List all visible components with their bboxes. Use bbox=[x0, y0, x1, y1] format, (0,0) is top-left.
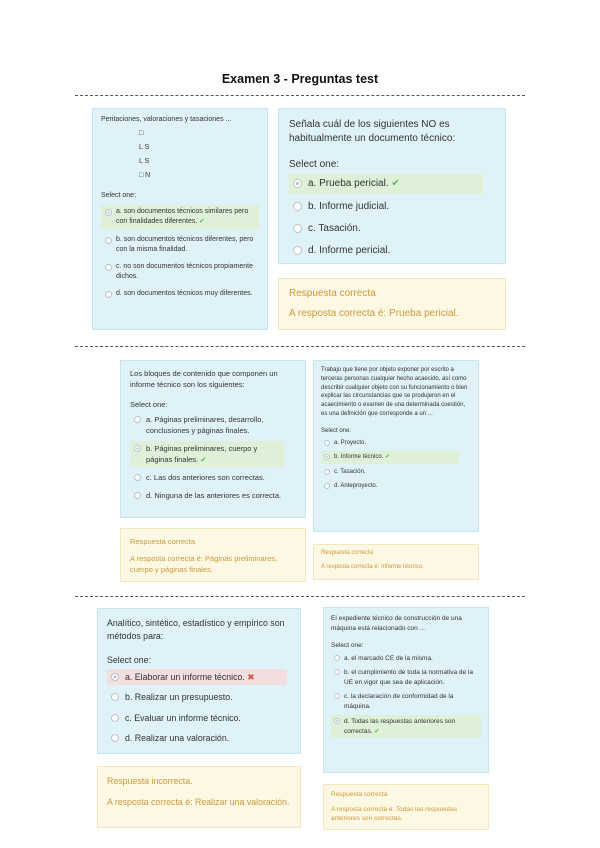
radio-button[interactable] bbox=[105, 209, 112, 216]
answer-option-b[interactable] bbox=[107, 689, 291, 706]
answer-option-d[interactable] bbox=[321, 481, 471, 492]
radio-button[interactable] bbox=[324, 454, 330, 460]
option-label: c. Las dos anteriores son correctas. bbox=[146, 473, 265, 482]
feedback-title: Respuesta correcta bbox=[321, 550, 374, 556]
question-sub-item: □ N bbox=[139, 172, 151, 179]
radio-button[interactable] bbox=[293, 179, 302, 188]
answer-option-b[interactable] bbox=[321, 451, 459, 464]
option-label: b. Realizar un presupuesto. bbox=[125, 692, 233, 702]
radio-button[interactable] bbox=[324, 440, 330, 446]
radio-button[interactable] bbox=[334, 693, 340, 699]
radio-button[interactable] bbox=[111, 693, 119, 701]
question-card-6 bbox=[323, 607, 489, 773]
question-card-3 bbox=[120, 360, 306, 518]
radio-button[interactable] bbox=[105, 237, 112, 244]
check-icon: ✔ bbox=[199, 218, 206, 225]
radio-button[interactable] bbox=[105, 264, 112, 271]
answer-option-c[interactable] bbox=[331, 691, 481, 712]
option-label: a. son documentos técnicos similares pero con finalidades diferentes. bbox=[116, 208, 249, 225]
feedback-title: Respuesta correcta bbox=[289, 288, 376, 299]
radio-button[interactable] bbox=[293, 202, 302, 211]
page-title: Examen 3 - Preguntas test bbox=[221, 72, 379, 86]
question-sub-item: □ bbox=[139, 130, 144, 137]
radio-button[interactable] bbox=[111, 673, 119, 681]
question-card-4 bbox=[313, 360, 479, 532]
question-card-5 bbox=[97, 608, 301, 754]
section-divider bbox=[75, 346, 525, 347]
radio-button[interactable] bbox=[334, 655, 340, 661]
feedback-text: A resposta correcta é: Prueba pericial. bbox=[289, 308, 459, 319]
feedback-card-2 bbox=[278, 278, 506, 330]
check-icon: ✔ bbox=[374, 727, 380, 735]
answer-option-a[interactable] bbox=[130, 412, 296, 438]
answer-option-d[interactable] bbox=[331, 715, 481, 738]
option-label: d. Todas las respuestas anteriores son correctas. bbox=[344, 718, 456, 735]
radio-button[interactable] bbox=[334, 718, 340, 724]
option-label: b. son documentos técnicos diferentes, pero con la misma finalidad. bbox=[116, 236, 254, 253]
answer-option-a[interactable] bbox=[101, 205, 259, 229]
option-label: c. no son documentos técnicos propiamente dichos. bbox=[116, 263, 253, 280]
select-one-label: Select one: bbox=[331, 642, 364, 649]
option-label: d. Realizar una valoración. bbox=[125, 733, 230, 743]
cross-icon: ✖ bbox=[247, 671, 255, 682]
answer-option-b[interactable] bbox=[101, 233, 259, 257]
check-icon: ✔ bbox=[385, 454, 391, 461]
option-label: a. Elaborar un informe técnico. bbox=[125, 671, 245, 682]
option-label: a. Prueba pericial. bbox=[308, 178, 389, 189]
option-label: d. Ninguna de las anteriores es correcta. bbox=[146, 491, 282, 500]
answer-option-c[interactable] bbox=[130, 470, 296, 485]
question-sub-item: L S bbox=[139, 158, 150, 165]
question-text: Peritaciones, valoraciones y tasaciones ... bbox=[101, 116, 232, 123]
question-text: Analítico, sintético, estadístico y empírico son métodos para: bbox=[107, 618, 285, 641]
radio-button[interactable] bbox=[324, 483, 330, 489]
answer-option-c[interactable] bbox=[321, 467, 471, 478]
feedback-card-3 bbox=[120, 528, 306, 582]
feedback-card-6 bbox=[323, 784, 489, 830]
question-card-1 bbox=[92, 108, 268, 330]
answer-option-d[interactable] bbox=[130, 488, 296, 503]
option-label: a. el marcado CE de la misma. bbox=[344, 654, 433, 662]
option-label: c. Tasación. bbox=[334, 469, 366, 476]
option-label: c. la declaración de conformidad de la máquina. bbox=[344, 693, 454, 710]
select-one-label: Select one: bbox=[289, 159, 340, 170]
section-divider bbox=[75, 596, 525, 597]
answer-option-c[interactable] bbox=[289, 220, 495, 238]
radio-button[interactable] bbox=[334, 669, 340, 675]
select-one-label: Select one: bbox=[130, 400, 168, 409]
option-label: a. Proyecto. bbox=[334, 439, 367, 446]
select-one-label: Select one: bbox=[101, 192, 137, 199]
answer-option-c[interactable] bbox=[107, 710, 291, 727]
option-label: c. Tasación. bbox=[308, 223, 361, 234]
answer-option-a[interactable] bbox=[289, 174, 483, 194]
radio-button[interactable] bbox=[111, 714, 119, 722]
feedback-text: A resposta correcta é: Informe técnico. bbox=[321, 564, 424, 570]
radio-button[interactable] bbox=[134, 416, 141, 423]
feedback-title: Respuesta correcta bbox=[331, 791, 388, 798]
feedback-text: A resposta correcta é: Páginas preliminares, cuerpo y páginas finales. bbox=[130, 554, 278, 574]
section-divider bbox=[75, 95, 525, 96]
answer-option-c[interactable] bbox=[101, 260, 259, 284]
answer-option-a[interactable] bbox=[107, 669, 287, 686]
radio-button[interactable] bbox=[324, 469, 330, 475]
answer-option-b[interactable] bbox=[130, 441, 284, 467]
select-one-label: Select one: bbox=[107, 655, 152, 665]
option-label: d. Informe pericial. bbox=[308, 245, 391, 256]
option-label: d. son documentos técnicos muy diferentes. bbox=[116, 290, 253, 297]
radio-button[interactable] bbox=[134, 492, 141, 499]
feedback-card-5 bbox=[97, 766, 301, 828]
radio-button[interactable] bbox=[134, 445, 141, 452]
select-one-label: Select one: bbox=[321, 427, 352, 434]
question-sub-item: L S bbox=[139, 144, 150, 151]
answer-option-b[interactable] bbox=[289, 198, 495, 216]
question-text: El expediente técnico de construcción de una máquina está relacionado con ... bbox=[331, 615, 462, 632]
radio-button[interactable] bbox=[134, 474, 141, 481]
radio-button[interactable] bbox=[293, 224, 302, 233]
option-label: b. el cumplimiento de toda la normativa de la UE en vigor que sea de aplicación. bbox=[344, 669, 473, 686]
question-text: Trabajo que tiene por objeto exponer por escrito a terceras personas cualquier hecho acaecido, así como describir cualquier objeto con su funcionamiento o bien explicar las circunstancias que se produjeron en el acaecimiento o examen de una determinada cuestión, es una definición que corresponde a un ... bbox=[321, 367, 468, 417]
feedback-text: A resposta correcta é: Todas las respuestas anteriores son correctas. bbox=[331, 805, 457, 822]
radio-button[interactable] bbox=[111, 734, 119, 742]
feedback-title: Respuesta incorrecta. bbox=[107, 776, 193, 786]
radio-button[interactable] bbox=[105, 291, 112, 298]
radio-button[interactable] bbox=[293, 246, 302, 255]
check-icon: ✔ bbox=[391, 178, 400, 189]
answer-option-d[interactable] bbox=[289, 242, 495, 260]
question-card-2 bbox=[278, 108, 506, 264]
feedback-title: Respuesta correcta bbox=[130, 537, 196, 546]
answer-option-b[interactable] bbox=[331, 667, 481, 688]
feedback-text: A resposta correcta é: Realizar una valoración. bbox=[107, 796, 290, 807]
option-label: b. Informe judicial. bbox=[308, 201, 390, 212]
option-label: c. Evaluar un informe técnico. bbox=[125, 712, 241, 723]
question-text: Señala cuál de los siguientes NO es habitualmente un documento técnico: bbox=[289, 119, 456, 144]
option-label: b. Páginas preliminares, cuerpo y páginas finales. bbox=[146, 444, 258, 464]
option-label: b. Informe técnico. bbox=[334, 454, 384, 461]
option-label: a. Páginas preliminares, desarrollo, conclusiones y páginas finales. bbox=[146, 415, 264, 435]
question-text: Los bloques de contenido que componen un informe técnico son los siguientes: bbox=[130, 369, 278, 389]
check-icon: ✔ bbox=[200, 455, 207, 464]
feedback-card-4 bbox=[313, 544, 479, 580]
answer-option-a[interactable] bbox=[321, 438, 471, 449]
answer-option-d[interactable] bbox=[107, 730, 291, 747]
answer-option-d[interactable] bbox=[101, 287, 259, 301]
answer-option-a[interactable] bbox=[331, 653, 481, 665]
option-label: d. Anteproyecto. bbox=[334, 482, 378, 489]
